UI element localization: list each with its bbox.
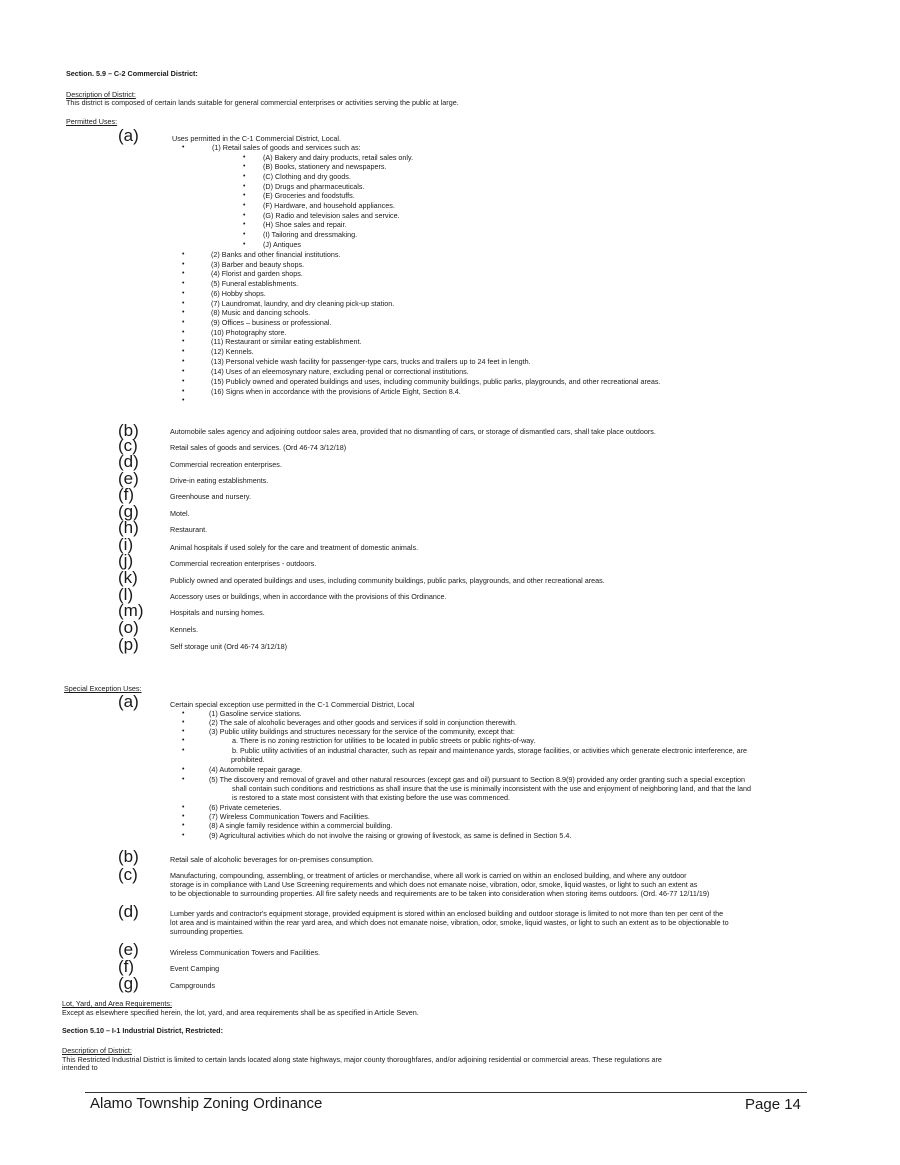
item-text: Retail sale of alcoholic beverages for on-premises consumption.	[170, 855, 374, 864]
retail-item: (E) Groceries and foodstuffs.	[263, 191, 355, 200]
bullet: •	[182, 144, 185, 151]
item-text: Greenhouse and nursery.	[170, 492, 251, 501]
retail-item: (A) Bakery and dairy products, retail sales only.	[263, 153, 414, 162]
item-letter: (h)	[118, 518, 139, 537]
item-letter-a: (a)	[118, 126, 139, 145]
item-text: Event Camping	[170, 964, 220, 973]
retail-item: (F) Hardware, and household appliances.	[263, 201, 395, 210]
item-letter: (g)	[118, 502, 139, 521]
item-text: Self storage unit (Ord 46-74 3/12/18)	[170, 642, 288, 651]
item-text: Lumber yards and contractor's equipment storage, provided equipment is stored within an enclosed building and outdoor storage is limited to not more than ten per cent of the	[170, 909, 724, 918]
retail-item: (C) Clothing and dry goods.	[263, 172, 351, 181]
document-page: Section. 5.9 – C-2 Commercial District: Description of District: This district is composed of certain lands suitable for general commercial enterprises or activities serving the public at large. Permitted Uses: (a) Uses permitted in the C-1 Commercial District, Local. • (1) Retail sales of goods and services such as: • (A) Bakery and dairy products, retail sales only. • (B) Books, stationery and newspapers. • (C) Clothing and dry goods. • (D) Drugs and pharmaceuticals. • (E) Groceries and foodstuffs. • (F) Hardware, and household appliances. • (G) Radio and television sales and service. • (H) Shoe sales and repair. • (I) Tailoring and dressmaking. • (J) Antiques • (2) Banks and other financial institutions. • (3) Barber and beauty shops. • (4) Florist and garden shops. • (5) Funeral establishments. • (6) Hobby shops. • (7) Laundromat, laundry, and dry cleaning pick-up station. • (8) Music and dancing schools. • (9) Offices – business or professional. • (10) Photography store. • (11) Restaurant or similar eating establishment. • (12) Kennels. • (13) Personal vehicle wash facility for passenger-type cars, trucks and trailers up to 24 feet in length. • (14) Uses of an eleemosynary nature, excluding penal or correctional institutions. • (15) Publicly owned and operated buildings and uses, including community buildings, public parks, playgrounds, and other recreational areas. • (16) Signs when in accordance with the provisions of Article Eight, Section 8.4. • (b) Automobile sales agency and adjoining outdoor sales area, provided that no dismantling of cars, or storage of dismantled cars, shall take place outdoors. (c) Retail sales of goods and services. (Ord 46-74 3/12/18) (d) Commercial recreation enterprises. (e) Drive-in eating establishments. (f) Greenhouse and nursery. (g) Motel. (h) Restaurant. (i) Animal hospitals if used solely for the care and treatment of domestic animals. (j) Commercial recreation enterprises - outdoors. (k) Publicly owned and operated buildings and uses, including community buildings, public parks, playgrounds, and other recreational areas. (l) Accessory uses or buildings, when in accordance with the provisions of this Ordinance. (m) Hospitals and nursing homes. (o) Kennels. (p) Self storage unit (Ord 46-74 3/12/18) Special Exception Uses: (a) Certain special exception use permitted in the C-1 Commercial District, Local • (1) Gasoline service stations. • (2) The sale of alcoholic beverages and other goods and services if sold in conjunction therewith. • (3) Public utility buildings and structures necessary for the service of the community, except that: • a. There is no zoning restriction for utilities to be located in public streets or public rights-of-way. • b. Public utility activities of an industrial character, such as repair and maintenance yards, storage facilities, or activities which generate electronic interference, are prohibited. • (4) Automobile repair garage. • (5) The discovery and removal of gravel and other natural resources (except gas and oil) pursuant to Section 8.9(9) provided any order granting such a special exception shall contain such conditions and restrictions as shall insure that the use is minimally inconsistent with the use and enjoyment of neighboring land, and that the land is restored to a state most consistent with that existing before the use was commenced. • (6) Private cemeteries. • (7) Wireless Communication Towers and Facilities. • (8) A single family residence within a commercial building. • (9) Agricultural activities which do not involve the raising or growing of livestock, as same is defined in Section 5.4. (b) Retail sale of alcoholic beverages for on-premises consumption. (c) Manufacturing, compounding, assembling, or treatment of articles or merchandise, where all work is carried on within an enclosed building, and where any outdoor storage is in compliance with Land Use Screening requirements and which does not emanate noise, vibration, odor, smoke, liquid wastes, or light to such an extent as to be objectionable to surrounding properties. All fire safety needs and requirements are to be taken into consideration when storing items outdoors. (Ord. 46-77 12/11/19) (d) Lumber yards and contractor's equipment storage, provided equipment is stored within an enclosed building and outdoor storage is limited to not more than ten per cent of the lot area and is maintained within the rear yard area, and which does not emanate noise, vibration, odor, smoke, liquid wastes, or light to such an extent as to be objectionable to surrounding properties. (e) Wireless Communication Towers and Facilities. (f) Event Camping (g) Campgrounds Lot, Yard, and Area Requirements: Except as elsewhere specified herein, the lot, yard, and area requirements shall be as specified in Article Seven. Section 5.10 – I-1 Industrial District, Restricted: Description of District: This Restricted Industrial District is limited to certain lands located along state highways, major county thoroughfares, and/or adjoining residential or commercial areas. These regulations are intended to Alamo Township Zoning Ordinance Page 14	[0, 0, 900, 1165]
description-label: Description of District:	[66, 90, 136, 99]
item-text: Wireless Communication Towers and Facilities.	[170, 948, 321, 957]
item-letter: (c)	[118, 436, 138, 455]
lot-requirements-text: Except as elsewhere specified herein, the lot, yard, and area requirements shall be as specified in Article Seven.	[62, 1008, 419, 1017]
page-number: Page 14	[745, 1096, 801, 1113]
special-item: b. Public utility activities of an industrial character, such as repair and maintenance yards, storage facilities, or activities which generate electronic interference, are	[232, 746, 747, 755]
item-text: Publicly owned and operated buildings and uses, including community buildings, public parks, playgrounds, and other recreational areas.	[170, 576, 605, 585]
item-text: Commercial recreation enterprises - outdoors.	[170, 559, 317, 568]
retail-item: (D) Drugs and pharmaceuticals.	[263, 182, 365, 191]
item-letter: (b)	[118, 847, 139, 866]
item-text: storage is in compliance with Land Use Screening requirements and which does not emanate noise, vibration, odor, smoke, liquid wastes, or light to such an extent as	[170, 880, 698, 889]
numbered-item: (4) Florist and garden shops.	[211, 269, 303, 278]
special-item: (5) The discovery and removal of gravel and other natural resources (except gas and oil) pursuant to Section 8.9(9) provided any order granting such a special exception	[209, 775, 746, 784]
numbered-item: (9) Offices – business or professional.	[211, 318, 332, 327]
numbered-item: (12) Kennels.	[211, 347, 254, 356]
retail-item: (G) Radio and television sales and service.	[263, 211, 400, 220]
item-text: Commercial recreation enterprises.	[170, 460, 282, 469]
item-letter: (i)	[118, 535, 134, 554]
special-item: (9) Agricultural activities which do not involve the raising or growing of livestock, as same is defined in Section 5.4.	[209, 831, 572, 840]
special-item-continued: prohibited.	[231, 755, 265, 764]
item-letter: (g)	[118, 974, 139, 993]
numbered-item: (13) Personal vehicle wash facility for passenger-type cars, trucks and trailers up to 24 feet in length.	[211, 357, 531, 366]
item-text: Animal hospitals if used solely for the care and treatment of domestic animals.	[170, 543, 419, 552]
footer-rule	[85, 1092, 807, 1093]
numbered-item: (14) Uses of an eleemosynary nature, excluding penal or correctional institutions.	[211, 367, 469, 376]
special-item: (8) A single family residence within a commercial building.	[209, 821, 393, 830]
special-item: a. There is no zoning restriction for utilities to be located in public streets or public rights-of-way.	[232, 736, 536, 745]
special-a-text: Certain special exception use permitted in the C-1 Commercial District, Local	[170, 700, 415, 709]
item-text: Motel.	[170, 509, 190, 518]
section-heading: Section. 5.9 – C-2 Commercial District:	[66, 69, 198, 78]
numbered-item: (11) Restaurant or similar eating establishment.	[211, 337, 362, 346]
numbered-item: (16) Signs when in accordance with the provisions of Article Eight, Section 8.4.	[211, 387, 461, 396]
description-text: This district is composed of certain lands suitable for general commercial enterprises or activities serving the public at large.	[66, 98, 459, 107]
description-text-510-cont: intended to	[62, 1063, 98, 1072]
description-text-510: This Restricted Industrial District is limited to certain lands located along state highways, major county thoroughfares, and/or adjoining residential or commercial areas. These regulations are	[62, 1055, 662, 1064]
lot-requirements-label: Lot, Yard, and Area Requirements:	[62, 999, 173, 1008]
item-text: Retail sales of goods and services. (Ord 46-74 3/12/18)	[170, 443, 347, 452]
item-letter: (b)	[118, 421, 139, 440]
numbered-item: (5) Funeral establishments.	[211, 279, 299, 288]
footer-title: Alamo Township Zoning Ordinance	[90, 1095, 323, 1112]
item-letter: (d)	[118, 902, 139, 921]
item-letter: (o)	[118, 618, 139, 637]
special-item: (7) Wireless Communication Towers and Facilities.	[209, 812, 370, 821]
item-text: to be objectionable to surrounding properties. All fire safety needs and requirements are to be taken into consideration when storing items outdoors. (Ord. 46-77 12/11/19)	[170, 889, 710, 898]
numbered-item: (3) Barber and beauty shops.	[211, 260, 305, 269]
item-text: Campgrounds	[170, 981, 216, 990]
item-letter: (m)	[118, 601, 144, 620]
item-a-text: Uses permitted in the C-1 Commercial District, Local.	[172, 134, 341, 143]
item-letter: (f)	[118, 957, 135, 976]
item-text: lot area and is maintained within the rear yard area, and which does not emanate noise, vibration, odor, smoke, liquid wastes, or light to such an extent as to be objectionable to	[170, 918, 729, 927]
item-text: surrounding properties.	[170, 927, 244, 936]
item-letter: (f)	[118, 485, 135, 504]
special-item: (6) Private cemeteries.	[209, 803, 282, 812]
numbered-item: (8) Music and dancing schools.	[211, 308, 311, 317]
special-item-continued: shall contain such conditions and restrictions as shall insure that the use is minimally inconsistent with the use and enjoyment of neighboring land, and that the land	[232, 784, 752, 793]
special-exception-label: Special Exception Uses:	[64, 684, 142, 693]
retail-intro: (1) Retail sales of goods and services such as:	[212, 143, 361, 152]
numbered-item: (7) Laundromat, laundry, and dry cleaning pick-up station.	[211, 299, 395, 308]
item-text: Automobile sales agency and adjoining outdoor sales area, provided that no dismantling of cars, or storage of dismantled cars, shall take place outdoors.	[170, 427, 656, 436]
item-text: Drive-in eating establishments.	[170, 476, 269, 485]
special-item-continued: is restored to a state most consistent with that existing before the use was commenced.	[232, 793, 511, 802]
numbered-item: (15) Publicly owned and operated buildings and uses, including community buildings, public parks, playgrounds, and other recreational areas.	[211, 377, 661, 386]
item-letter: (j)	[118, 551, 134, 570]
item-letter: (d)	[118, 452, 139, 471]
description-label-510: Description of District:	[62, 1046, 132, 1055]
retail-item: (J) Antiques	[263, 240, 301, 249]
item-text: Restaurant.	[170, 525, 208, 534]
special-item: (3) Public utility buildings and structures necessary for the service of the community, except that:	[209, 727, 515, 736]
permitted-uses-label: Permitted Uses:	[66, 117, 118, 126]
item-text: Hospitals and nursing homes.	[170, 608, 265, 617]
special-letter-a: (a)	[118, 692, 139, 711]
retail-item: (B) Books, stationery and newspapers.	[263, 162, 387, 171]
item-text: Accessory uses or buildings, when in accordance with the provisions of this Ordinance.	[170, 592, 447, 601]
numbered-item: (2) Banks and other financial institutions.	[211, 250, 341, 259]
item-letter: (p)	[118, 635, 139, 654]
item-letter: (c)	[118, 865, 138, 884]
item-letter: (k)	[118, 568, 138, 587]
item-text: Manufacturing, compounding, assembling, or treatment of articles or merchandise, where all work is carried on within an enclosed building, and where any outdoor	[170, 871, 687, 880]
numbered-item: (6) Hobby shops.	[211, 289, 266, 298]
item-letter: (e)	[118, 469, 139, 488]
item-text: Kennels.	[170, 625, 198, 634]
item-letter: (l)	[118, 585, 134, 604]
section-heading-510: Section 5.10 – I-1 Industrial District, Restricted:	[62, 1026, 223, 1035]
retail-item: (I) Tailoring and dressmaking.	[263, 230, 358, 239]
retail-item: (H) Shoe sales and repair.	[263, 220, 347, 229]
special-item: (2) The sale of alcoholic beverages and other goods and services if sold in conjunction therewith.	[209, 718, 517, 727]
special-item: (4) Automobile repair garage.	[209, 765, 303, 774]
special-item: (1) Gasoline service stations.	[209, 709, 302, 718]
item-letter: (e)	[118, 940, 139, 959]
numbered-item: (10) Photography store.	[211, 328, 287, 337]
